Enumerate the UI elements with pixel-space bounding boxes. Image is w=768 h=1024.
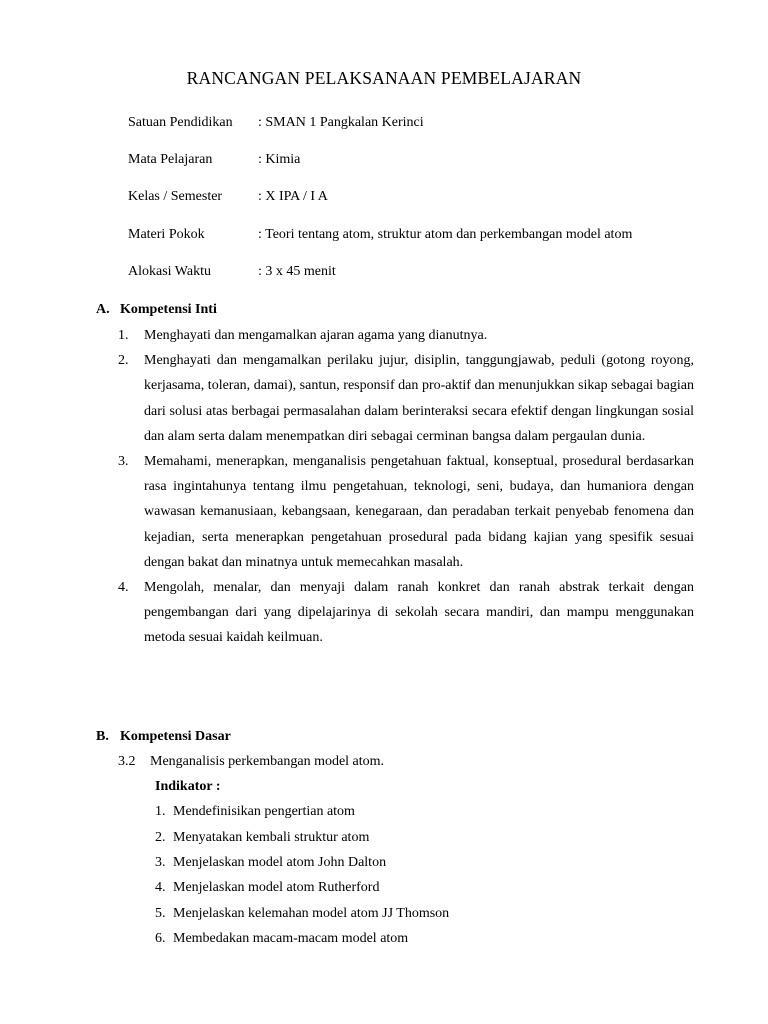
list-text: Menghayati dan mengamalkan perilaku jujur, disiplin, tanggungjawab, peduli (gotong royong, kerjasama, toleran, damai), santun, responsif dan pro-aktif dan menunjukkan sikap sebagai bagian dari solusi atas berbagai permasalahan dalam berinteraksi secara efektif dengan lingkungan sosial dan alam serta dalam menempatkan diri sebagai cerminan bangsa dalam pergaulan dunia.: [144, 353, 694, 444]
list-number: 3.: [118, 454, 129, 470]
list-number: 1.: [155, 804, 166, 819]
document-title: RANCANGAN PELAKSANAAN PEMBELAJARAN: [186, 68, 582, 88]
list-item: [155, 803, 355, 821]
list-number: 6.: [155, 931, 166, 946]
indikator-heading: Indikator :: [155, 779, 221, 794]
info-label: Alokasi Waktu: [128, 264, 211, 279]
list-text: Menjelaskan model atom Rutherford: [173, 880, 380, 895]
list-text: Menjelaskan kelemahan model atom JJ Thomson: [173, 906, 450, 921]
list-item: [155, 854, 386, 872]
list-text: Mendefinisikan pengertian atom: [173, 804, 355, 819]
info-label: Mata Pelajaran: [128, 152, 213, 167]
list-number: 1.: [118, 328, 129, 343]
section-title: Kompetensi Dasar: [120, 729, 231, 744]
list-item: [118, 575, 694, 651]
kompetensi-dasar-item: [118, 753, 384, 771]
section-b-heading: [96, 728, 231, 746]
info-value: : SMAN 1 Pangkalan Kerinci: [258, 115, 424, 130]
section-title: Kompetensi Inti: [120, 302, 217, 317]
section-a-heading: [96, 301, 217, 319]
list-text: Mengolah, menalar, dan menyaji dalam ranah konkret dan ranah abstrak terkait dengan pengembangan dari yang dipelajarinya di sekolah secara mandiri, dan mampu menggunakan metoda sesuai kaidah keilmuan.: [144, 580, 694, 646]
info-label: Kelas / Semester: [128, 189, 223, 204]
kd-number: 3.2: [118, 754, 136, 769]
list-text: Menjelaskan model atom John Dalton: [173, 855, 387, 870]
info-label: Satuan Pendidikan: [128, 115, 233, 130]
list-text: Menghayati dan mengamalkan ajaran agama yang dianutnya.: [144, 328, 488, 343]
info-value: : Teori tentang atom, struktur atom dan perkembangan model atom: [258, 227, 633, 242]
list-text: Menyatakan kembali struktur atom: [173, 830, 370, 845]
list-item: [118, 323, 694, 348]
list-item: [155, 930, 408, 948]
info-value: : 3 x 45 menit: [258, 264, 336, 279]
list-number: 3.: [155, 855, 166, 870]
list-item: [118, 449, 694, 575]
kd-text: Menganalisis perkembangan model atom.: [150, 754, 385, 769]
list-text: Memahami, menerapkan, menganalisis pengetahuan faktual, konseptual, prosedural berdasarkan rasa ingintahunya tentang ilmu pengetahuan, teknologi, seni, budaya, dan humaniora dengan wawasan kemanusiaan, kebangsaan, kenegaraan, dan peradaban terkait penyebab fenomena dan kejadian, serta menerapkan pengetahuan prosedural pada bidang kajian yang spesifik sesuai dengan bakat dan minatnya untuk memecahkan masalah.: [144, 454, 694, 570]
info-label: Materi Pokok: [128, 227, 205, 242]
section-letter: A.: [96, 302, 110, 317]
list-text: Membedakan macam-macam model atom: [173, 931, 409, 946]
list-item: [155, 879, 379, 897]
info-value: : Kimia: [258, 152, 301, 167]
list-item: [155, 829, 369, 847]
list-item: [155, 905, 449, 923]
list-item: [118, 348, 694, 449]
list-number: 4.: [155, 880, 166, 895]
list-number: 4.: [118, 580, 129, 596]
list-number: 2.: [118, 353, 129, 369]
info-value: : X IPA / I A: [258, 189, 328, 204]
kompetensi-inti-list: [118, 323, 694, 651]
list-number: 5.: [155, 906, 166, 921]
list-number: 2.: [155, 830, 166, 845]
section-letter: B.: [96, 729, 109, 744]
